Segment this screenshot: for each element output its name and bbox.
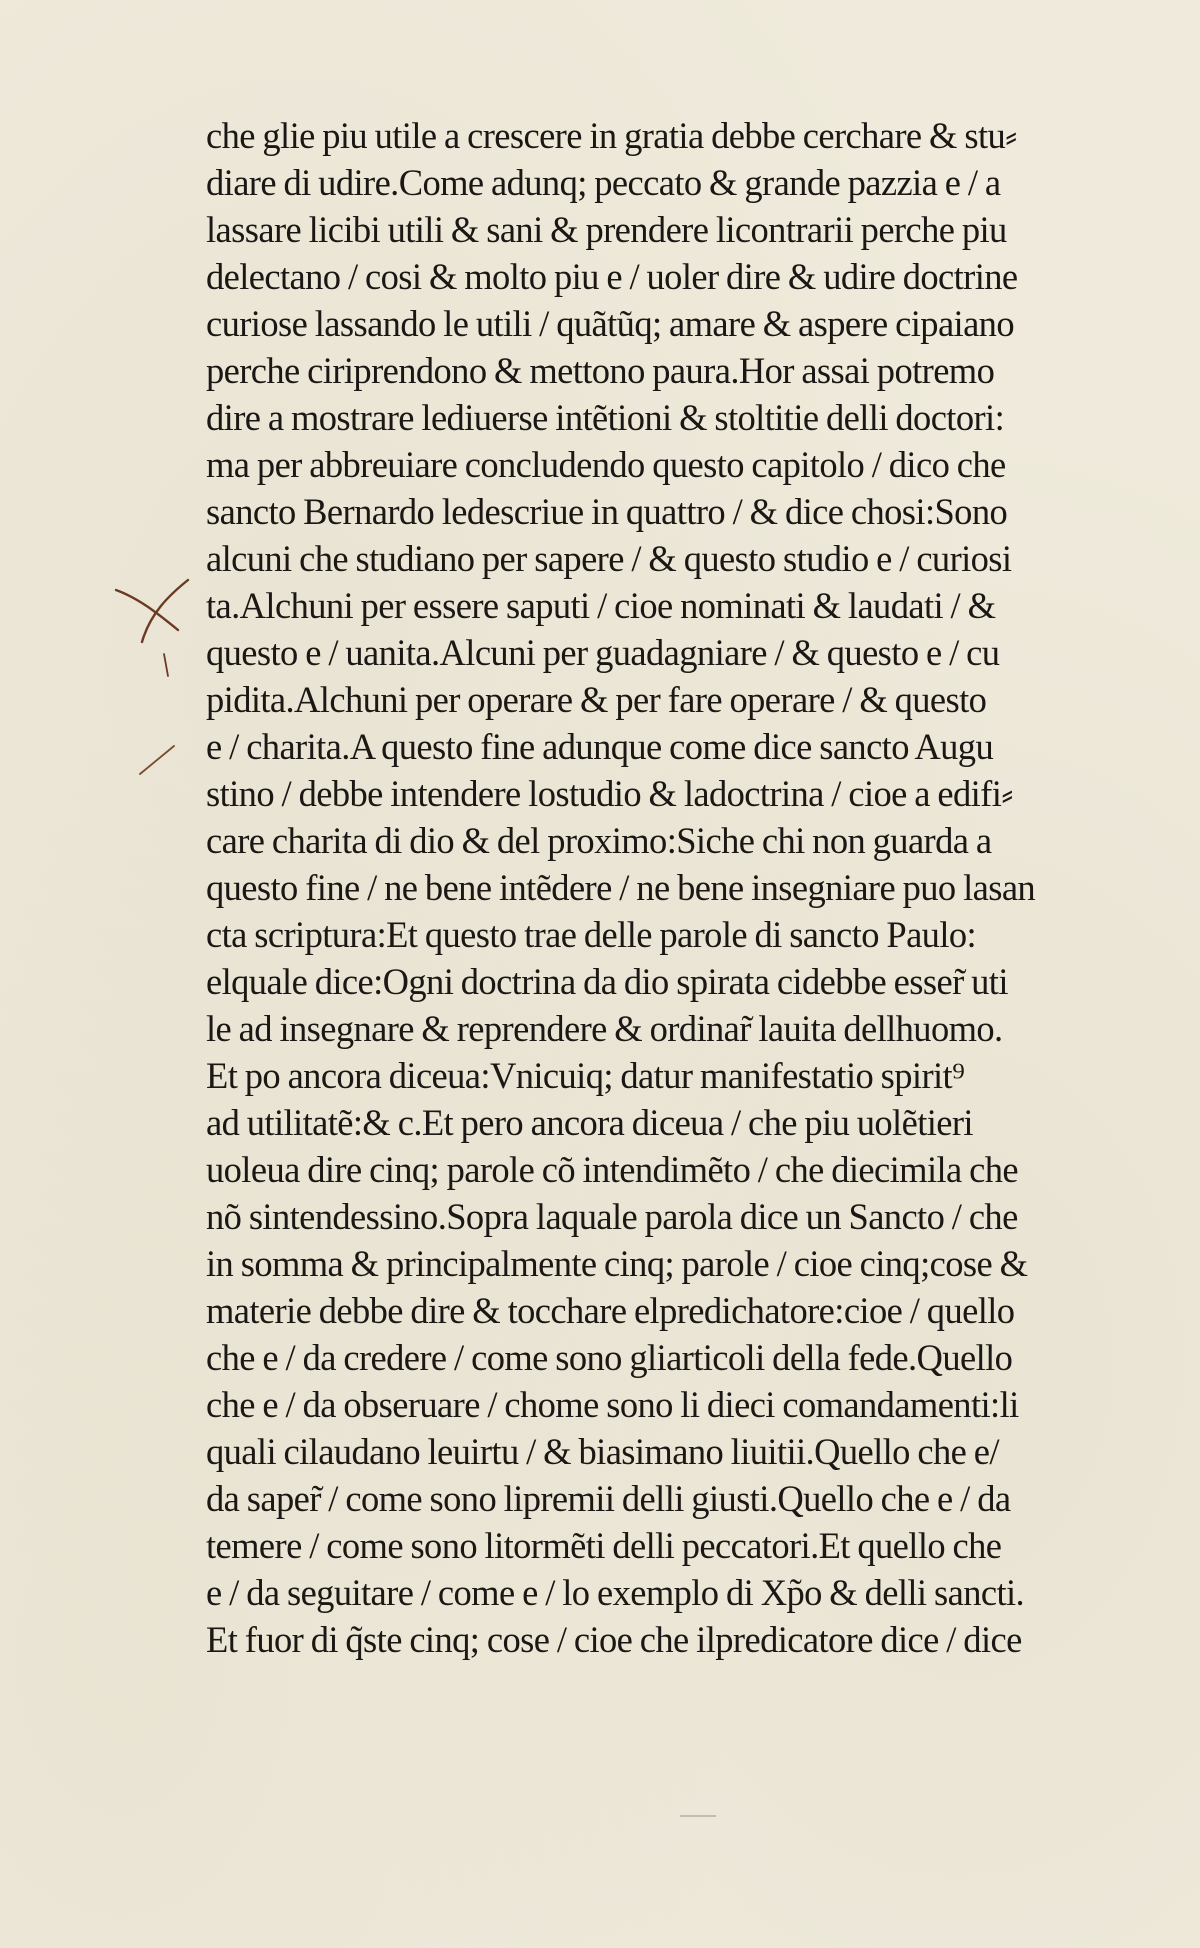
text-line: e / charita.A questo fine adunque come dice sancto Augu: [206, 726, 994, 767]
text-line: alcuni che studiano per sapere / & questo studio e / curiosi: [206, 538, 1012, 579]
margin-slash-mark: [136, 740, 186, 780]
text-line: questo fine / ne bene intẽdere / ne bene insegniare puo lasan: [206, 867, 1036, 908]
text-line: che e / da obseruare / chome sono li dieci comandamenti:li: [206, 1384, 1019, 1425]
text-line: questo e / uanita.Alcuni per guadagniare / & questo e / cu: [206, 632, 1000, 673]
text-line: dire a mostrare lediuerse intẽtioni & stoltitie delli doctori:: [206, 397, 1005, 438]
text-line: da saper̃ / come sono lipremii delli giusti.Quello che e / da: [206, 1478, 1011, 1519]
text-line: ma per abbreuiare concludendo questo capitolo / dico che: [206, 444, 1006, 485]
text-line: nõ sintendessino.Sopra laquale parola dice un Sancto / che: [206, 1196, 1018, 1237]
text-line: Et fuor di q̃ste cinq; cose / cioe che ilpredicatore dice / dice: [206, 1619, 1022, 1660]
text-line: diare di udire.Come adunq; peccato & grande pazzia e / a: [206, 162, 1001, 203]
text-line: le ad insegnare & reprendere & ordinar̃ lauita dellhuomo.: [206, 1008, 1003, 1049]
text-line: stino / debbe intendere lostudio & ladoctrina / cioe a edifi⸗: [206, 773, 1013, 814]
text-line: che e / da credere / come sono gliarticoli della fede.Quello: [206, 1337, 1013, 1378]
text-line: ta.Alchuni per essere saputi / cioe nominati & laudati / &: [206, 585, 996, 626]
text-line: elquale dice:Ogni doctrina da dio spirata cidebbe esser̃ uti: [206, 961, 1008, 1002]
text-line: Et po ancora diceua:Vnicuiq; datur manifestatio spirit⁹: [206, 1055, 965, 1096]
text-line: sancto Bernardo ledescriue in quattro / & dice chosi:Sono: [206, 491, 1008, 532]
margin-cross-mark: [108, 568, 198, 688]
text-line: uoleua dire cinq; parole cõ intendimẽto / che diecimila che: [206, 1149, 1018, 1190]
text-line: lassare licibi utili & sani & prendere licontrarii perche piu: [206, 209, 1007, 250]
text-line: ad utilitatẽ:& c.Et pero ancora diceua / che piu uolẽtieri: [206, 1102, 973, 1143]
text-line: temere / come sono litormẽti delli peccatori.Et quello che: [206, 1525, 1002, 1566]
text-line: quali cilaudano leuirtu / & biasimano liuitii.Quello che e/: [206, 1431, 999, 1472]
text-line: e / da seguitare / come e / lo exemplo di Xp̃o & delli sancti.: [206, 1572, 1025, 1613]
text-line: materie debbe dire & tocchare elpredichatore:cioe / quello: [206, 1290, 1015, 1331]
text-line: curiose lassando le utili / quãtũq; amare & aspere cipaiano: [206, 303, 1014, 344]
text-line: care charita di dio & del proximo:Siche chi non guarda a: [206, 820, 992, 861]
text-block: [206, 112, 1086, 1663]
text-line: pidita.Alchuni per operare & per fare operare / & questo: [206, 679, 987, 720]
text-line: che glie piu utile a crescere in gratia debbe cerchare & stu⸗: [206, 115, 1017, 156]
text-line: in somma & principalmente cinq; parole / cioe cinq;cose &: [206, 1243, 1028, 1284]
page-smudge: [680, 1815, 716, 1817]
text-line: cta scriptura:Et questo trae delle parole di sancto Paulo:: [206, 914, 977, 955]
text-line: delectano / cosi & molto piu e / uoler dire & udire doctrine: [206, 256, 1018, 297]
text-line: perche ciriprendono & mettono paura.Hor assai potremo: [206, 350, 995, 391]
